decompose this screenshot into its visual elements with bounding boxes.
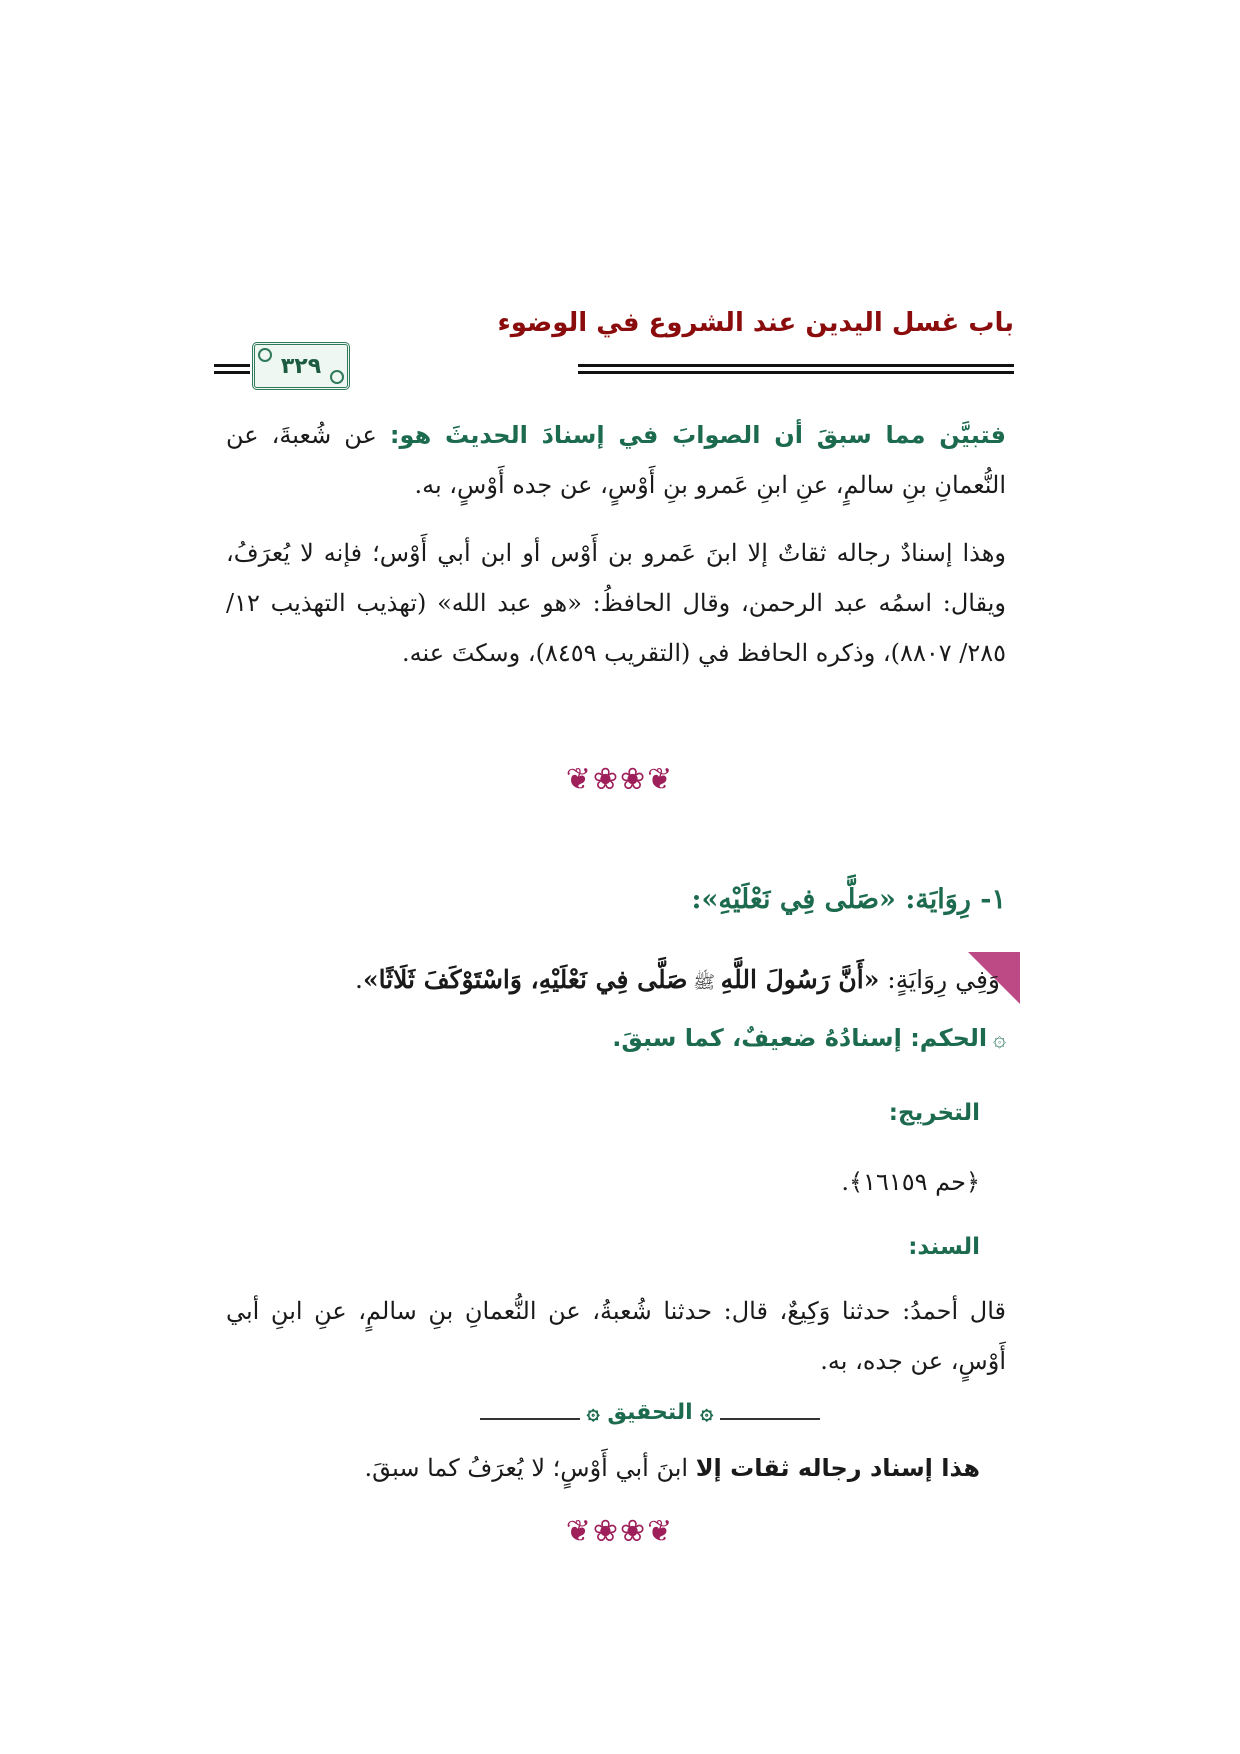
narration-prefix: وَفِي رِوَايَةٍ: [879,965,1000,994]
tahqiq-title: ۞ التحقيق ۞ [586,1400,714,1425]
page-number: ٣٢٩ [280,353,322,379]
ruling-line [612,1024,1006,1052]
tahqiq-divider [480,1398,820,1438]
paragraph-text: عن شُعبةَ، عن النُّعمانِ بنِ سالمٍ، عنِ ابنِ عَمرو بنِ أَوْسٍ، عن جده أَوْسٍ، به. [226,421,1006,499]
takhrij-label: التخريج: [888,1100,980,1126]
paragraph-narrators: وهذا إسنادٌ رجاله ثقاتٌ إلا ابنَ عَمرو بن أَوْس أو ابن أبي أَوْس؛ فإنه لا يُعرَفُ، ويقال: اسمُه عبد الرحمن، وقال الحافظُ: «هو عبد الله» (تهذيب التهذيب ١٢/ ٢٨٥/ ٨٨٠٧)، وذكره الحافظ في (التقريب ٨٤٥٩)، وسكتَ عنه. [226,539,1006,667]
chapter-title: باب غسل اليدين عند الشروع في الوضوء [497,308,1014,338]
header-rule [578,364,1014,367]
narration-hadith: «أَنَّ رَسُولَ اللَّهِ [720,965,880,994]
salutation-icon: ﷺ [687,972,721,993]
conclusion-text [364,1454,980,1482]
narration-end: . [354,965,363,994]
divider-line [480,1418,580,1420]
paragraph-conclusion [226,410,1006,510]
divider-line [720,1418,820,1420]
sanad-text: قال أحمدُ: حدثنا وَكِيعٌ، قال: حدثنا شُعبةُ، عن النُّعمانِ بنِ سالمٍ، عنِ ابنِ أبي أَوْسٍ، عن جده، به. [226,1297,1006,1375]
ruling-text: إسنادُهُ ضعيفٌ، كما سبقَ. [612,1024,911,1052]
takhrij-value: ﴿حم ١٦١٥٩﴾. [841,1168,980,1196]
ornament-divider: ❦❀❀❦ [565,1514,675,1549]
narration-text [355,956,1000,1007]
section-heading: ١- رِوَايَة: «صَلَّى فِي نَعْلَيْهِ»: [691,884,1006,915]
conclusion-bold: هذا إسناد رجاله ثقات إلا [695,1454,980,1482]
sanad-label: السند: [908,1234,980,1260]
narration-block [220,952,1020,1012]
ruling-label: الحكم: [910,1024,988,1052]
page-number-badge [252,342,350,390]
paragraph-lead: فتبيَّن مما سبقَ أن الصوابَ في إسنادَ الحديثَ هو: [389,421,1006,449]
page-header [214,308,1014,388]
header-rule [578,371,1014,374]
star-ornament-icon: ۞ [993,1027,1006,1052]
header-rule [214,371,250,374]
narration-hadith-cont: صَلَّى فِي نَعْلَيْهِ، وَاسْتَوْكَفَ ثَلَاثًا» [362,965,688,994]
header-rule [214,364,250,367]
conclusion-rest: ابنَ أبي أَوْسٍ؛ لا يُعرَفُ كما سبقَ. [364,1454,696,1482]
ornament-divider: ❦❀❀❦ [565,762,675,797]
